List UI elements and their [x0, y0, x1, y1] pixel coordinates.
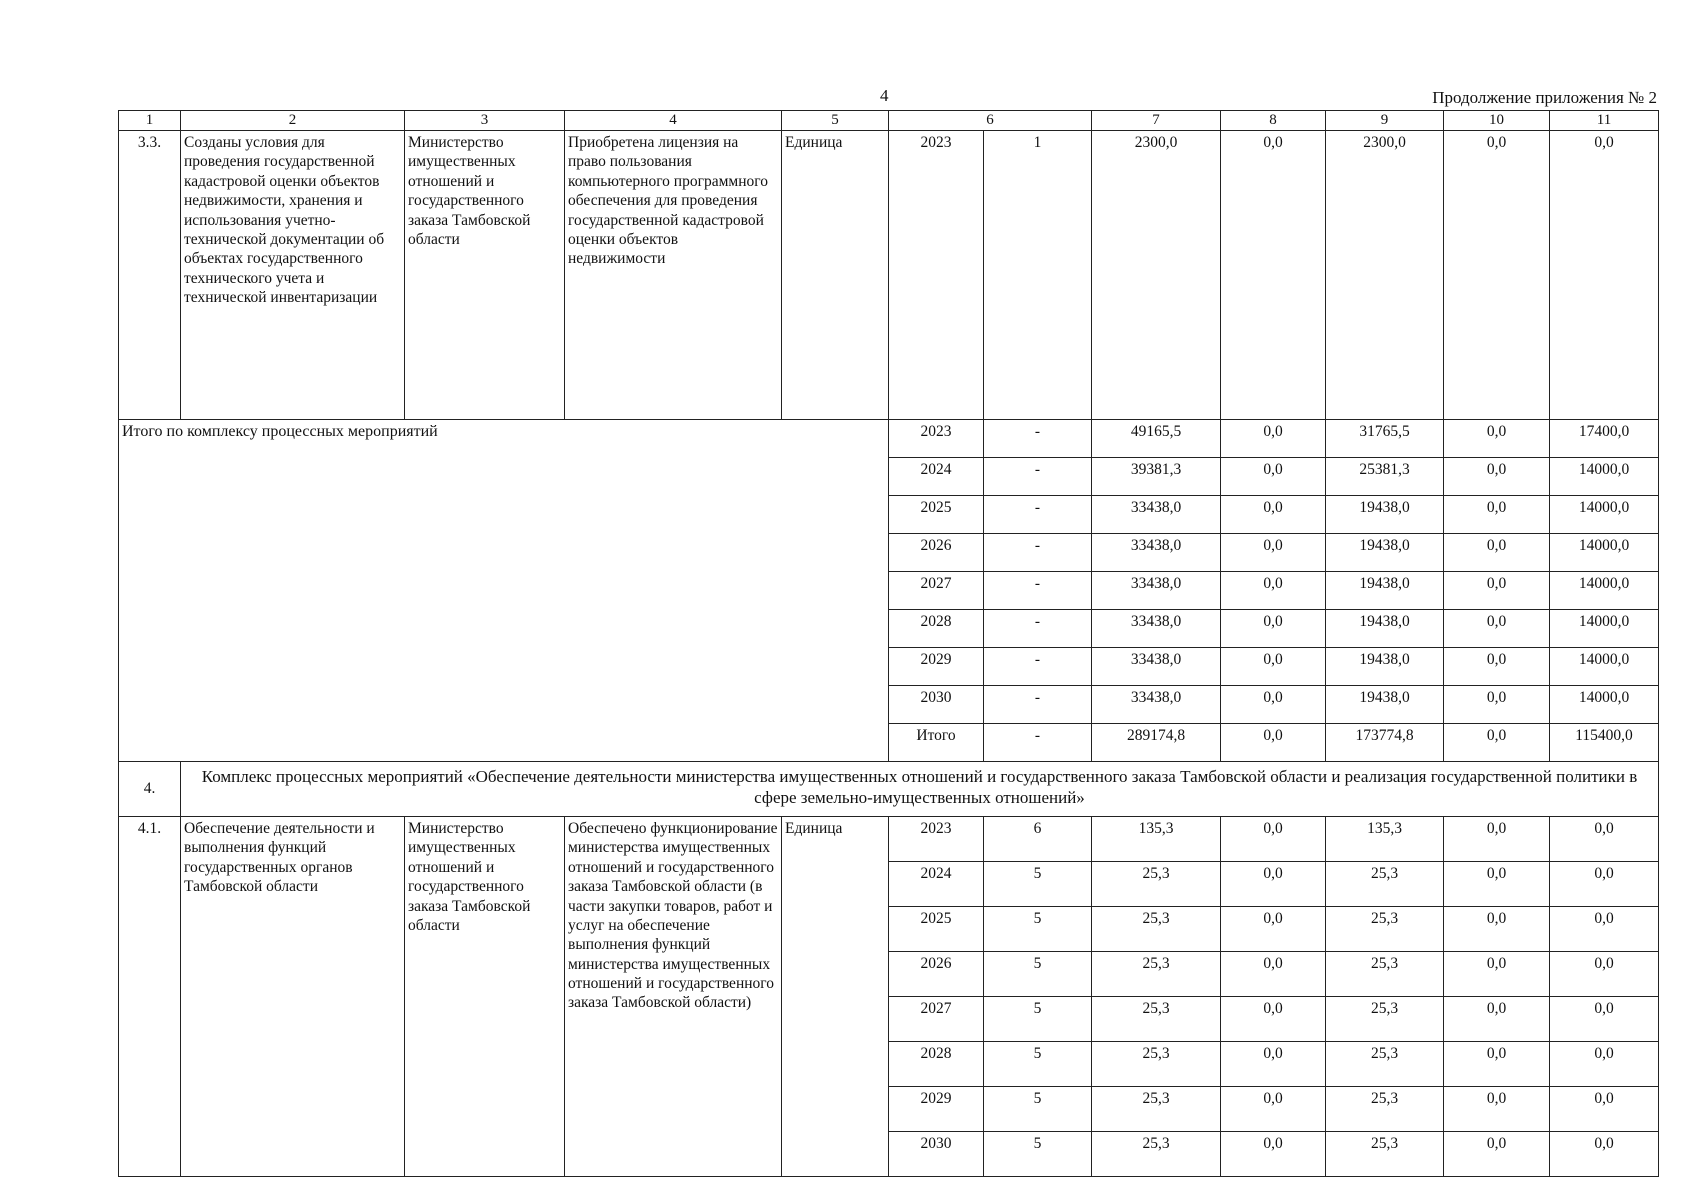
regional-cell: 25,3	[1326, 1087, 1444, 1132]
value-cell: -	[984, 648, 1092, 686]
other-cell: 0,0	[1550, 817, 1659, 862]
total-cell: 49165,5	[1092, 420, 1221, 458]
other-cell: 0,0	[1550, 1132, 1659, 1177]
regional-cell: 19438,0	[1326, 572, 1444, 610]
section-title: Комплекс процессных мероприятий «Обеспечение деятельности министерства имущественных отношений и государственного заказа Тамбовской области и реализация государственной политики в сфере земельно-имущественных отношений»	[181, 762, 1659, 817]
federal-cell: 0,0	[1221, 862, 1326, 907]
continuation-label: Продолжение приложения № 2	[1432, 88, 1657, 107]
program-table	[118, 110, 1659, 1177]
municipal-cell: 0,0	[1444, 572, 1550, 610]
col-number-6: 6	[889, 111, 1092, 131]
municipal-cell: 0,0	[1444, 817, 1550, 862]
value-cell: 5	[984, 952, 1092, 997]
total-cell: 25,3	[1092, 907, 1221, 952]
regional-cell: 19438,0	[1326, 686, 1444, 724]
regional-cell: 25,3	[1326, 862, 1444, 907]
year-cell: 2030	[889, 1132, 984, 1177]
row-number: 4.1.	[119, 817, 181, 1177]
value-cell: -	[984, 496, 1092, 534]
other-cell: 0,0	[1550, 952, 1659, 997]
row-number: 3.3.	[119, 131, 181, 420]
section-4-header	[119, 762, 1659, 817]
municipal-cell: 0,0	[1444, 1132, 1550, 1177]
regional-cell: 31765,5	[1326, 420, 1444, 458]
regional-cell: 2300,0	[1326, 131, 1444, 420]
col-number-9: 9	[1326, 111, 1444, 131]
year-cell: 2028	[889, 1042, 984, 1087]
year-cell: 2026	[889, 952, 984, 997]
total-cell: 25,3	[1092, 952, 1221, 997]
year-cell: 2023	[889, 817, 984, 862]
municipal-cell: 0,0	[1444, 458, 1550, 496]
municipal-cell: 0,0	[1444, 952, 1550, 997]
federal-cell: 0,0	[1221, 458, 1326, 496]
regional-cell: 25,3	[1326, 907, 1444, 952]
col-number-4: 4	[565, 111, 782, 131]
other-cell: 14000,0	[1550, 496, 1659, 534]
regional-cell: 19438,0	[1326, 648, 1444, 686]
value-cell: 6	[984, 817, 1092, 862]
regional-cell: 19438,0	[1326, 610, 1444, 648]
value-cell: 5	[984, 1042, 1092, 1087]
total-cell: 25,3	[1092, 862, 1221, 907]
other-cell: 14000,0	[1550, 458, 1659, 496]
total-cell: 25,3	[1092, 1132, 1221, 1177]
municipal-cell: 0,0	[1444, 686, 1550, 724]
federal-cell: 0,0	[1221, 131, 1326, 420]
value-cell: -	[984, 724, 1092, 762]
year-cell: 2030	[889, 686, 984, 724]
col-number-7: 7	[1092, 111, 1221, 131]
total-cell: 33438,0	[1092, 572, 1221, 610]
municipal-cell: 0,0	[1444, 862, 1550, 907]
other-cell: 0,0	[1550, 907, 1659, 952]
other-cell: 14000,0	[1550, 648, 1659, 686]
federal-cell: 0,0	[1221, 817, 1326, 862]
table-row	[119, 420, 1659, 458]
col-number-10: 10	[1444, 111, 1550, 131]
year-cell: 2028	[889, 610, 984, 648]
value-cell: -	[984, 686, 1092, 724]
year-cell: 2029	[889, 1087, 984, 1132]
federal-cell: 0,0	[1221, 648, 1326, 686]
municipal-cell: 0,0	[1444, 534, 1550, 572]
federal-cell: 0,0	[1221, 1132, 1326, 1177]
value-cell: -	[984, 420, 1092, 458]
total-cell: 33438,0	[1092, 496, 1221, 534]
task-cell: Обеспечение деятельности и выполнения функций государственных органов Тамбовской области	[181, 817, 405, 1177]
other-cell: 115400,0	[1550, 724, 1659, 762]
municipal-cell: 0,0	[1444, 610, 1550, 648]
total-cell: 25,3	[1092, 997, 1221, 1042]
total-cell: 289174,8	[1092, 724, 1221, 762]
totals-label: Итого по комплексу процессных мероприятий	[119, 420, 889, 762]
total-cell: 39381,3	[1092, 458, 1221, 496]
year-cell: 2025	[889, 496, 984, 534]
other-cell: 0,0	[1550, 997, 1659, 1042]
municipal-cell: 0,0	[1444, 907, 1550, 952]
municipal-cell: 0,0	[1444, 724, 1550, 762]
total-cell: 2300,0	[1092, 131, 1221, 420]
executor-cell: Министерство имущественных отношений и государственного заказа Тамбовской области	[405, 131, 565, 420]
table-row-3-3	[119, 131, 1659, 420]
federal-cell: 0,0	[1221, 724, 1326, 762]
other-cell: 0,0	[1550, 862, 1659, 907]
value-cell: 1	[984, 131, 1092, 420]
other-cell: 14000,0	[1550, 686, 1659, 724]
federal-cell: 0,0	[1221, 1042, 1326, 1087]
regional-cell: 19438,0	[1326, 496, 1444, 534]
federal-cell: 0,0	[1221, 534, 1326, 572]
year-cell: 2029	[889, 648, 984, 686]
other-cell: 0,0	[1550, 131, 1659, 420]
federal-cell: 0,0	[1221, 686, 1326, 724]
other-cell: 17400,0	[1550, 420, 1659, 458]
federal-cell: 0,0	[1221, 420, 1326, 458]
table-row-4-1	[119, 817, 1659, 862]
municipal-cell: 0,0	[1444, 997, 1550, 1042]
total-cell: 33438,0	[1092, 648, 1221, 686]
federal-cell: 0,0	[1221, 907, 1326, 952]
year-cell: 2023	[889, 131, 984, 420]
year-cell: 2023	[889, 420, 984, 458]
col-number-1: 1	[119, 111, 181, 131]
value-cell: -	[984, 610, 1092, 648]
other-cell: 14000,0	[1550, 572, 1659, 610]
federal-cell: 0,0	[1221, 997, 1326, 1042]
year-cell: 2025	[889, 907, 984, 952]
regional-cell: 173774,8	[1326, 724, 1444, 762]
unit-cell: Единица	[782, 131, 889, 420]
page-number: 4	[880, 86, 889, 105]
regional-cell: 25,3	[1326, 952, 1444, 997]
year-cell: 2027	[889, 572, 984, 610]
value-cell: -	[984, 572, 1092, 610]
regional-cell: 135,3	[1326, 817, 1444, 862]
other-cell: 14000,0	[1550, 534, 1659, 572]
municipal-cell: 0,0	[1444, 131, 1550, 420]
total-cell: 33438,0	[1092, 610, 1221, 648]
regional-cell: 25,3	[1326, 1042, 1444, 1087]
year-cell: 2027	[889, 997, 984, 1042]
col-number-11: 11	[1550, 111, 1659, 131]
result-cell: Приобретена лицензия на право пользования компьютерного программного обеспечения для проведения государственной кадастровой оценки объектов недвижимости	[565, 131, 782, 420]
value-cell: 5	[984, 1132, 1092, 1177]
municipal-cell: 0,0	[1444, 648, 1550, 686]
value-cell: 5	[984, 907, 1092, 952]
unit-cell: Единица	[782, 817, 889, 1177]
municipal-cell: 0,0	[1444, 1087, 1550, 1132]
col-number-2: 2	[181, 111, 405, 131]
municipal-cell: 0,0	[1444, 420, 1550, 458]
federal-cell: 0,0	[1221, 496, 1326, 534]
column-number-row	[119, 111, 1659, 131]
total-cell: 33438,0	[1092, 686, 1221, 724]
year-cell: Итого	[889, 724, 984, 762]
executor-cell: Министерство имущественных отношений и государственного заказа Тамбовской области	[405, 817, 565, 1177]
col-number-3: 3	[405, 111, 565, 131]
value-cell: 5	[984, 1087, 1092, 1132]
col-number-5: 5	[782, 111, 889, 131]
value-cell: 5	[984, 997, 1092, 1042]
task-cell: Созданы условия для проведения государственной кадастровой оценки объектов недвижимости, хранения и использования учетно-технической документации об объектах государственного технического учета и технической инвентаризации	[181, 131, 405, 420]
value-cell: 5	[984, 862, 1092, 907]
result-cell: Обеспечено функционирование министерства имущественных отношений и государственного заказа Тамбовской области (в части закупки товаров, работ и услуг на обеспечение выполнения функций министерства имущественных отношений и государственного заказа Тамбовской области)	[565, 817, 782, 1177]
col-number-8: 8	[1221, 111, 1326, 131]
year-cell: 2024	[889, 862, 984, 907]
federal-cell: 0,0	[1221, 610, 1326, 648]
other-cell: 0,0	[1550, 1087, 1659, 1132]
municipal-cell: 0,0	[1444, 1042, 1550, 1087]
year-cell: 2026	[889, 534, 984, 572]
regional-cell: 25381,3	[1326, 458, 1444, 496]
year-cell: 2024	[889, 458, 984, 496]
value-cell: -	[984, 534, 1092, 572]
total-cell: 33438,0	[1092, 534, 1221, 572]
regional-cell: 25,3	[1326, 1132, 1444, 1177]
total-cell: 25,3	[1092, 1087, 1221, 1132]
federal-cell: 0,0	[1221, 572, 1326, 610]
value-cell: -	[984, 458, 1092, 496]
total-cell: 135,3	[1092, 817, 1221, 862]
other-cell: 0,0	[1550, 1042, 1659, 1087]
federal-cell: 0,0	[1221, 952, 1326, 997]
section-number: 4.	[119, 762, 181, 817]
federal-cell: 0,0	[1221, 1087, 1326, 1132]
other-cell: 14000,0	[1550, 610, 1659, 648]
regional-cell: 19438,0	[1326, 534, 1444, 572]
regional-cell: 25,3	[1326, 997, 1444, 1042]
total-cell: 25,3	[1092, 1042, 1221, 1087]
municipal-cell: 0,0	[1444, 496, 1550, 534]
